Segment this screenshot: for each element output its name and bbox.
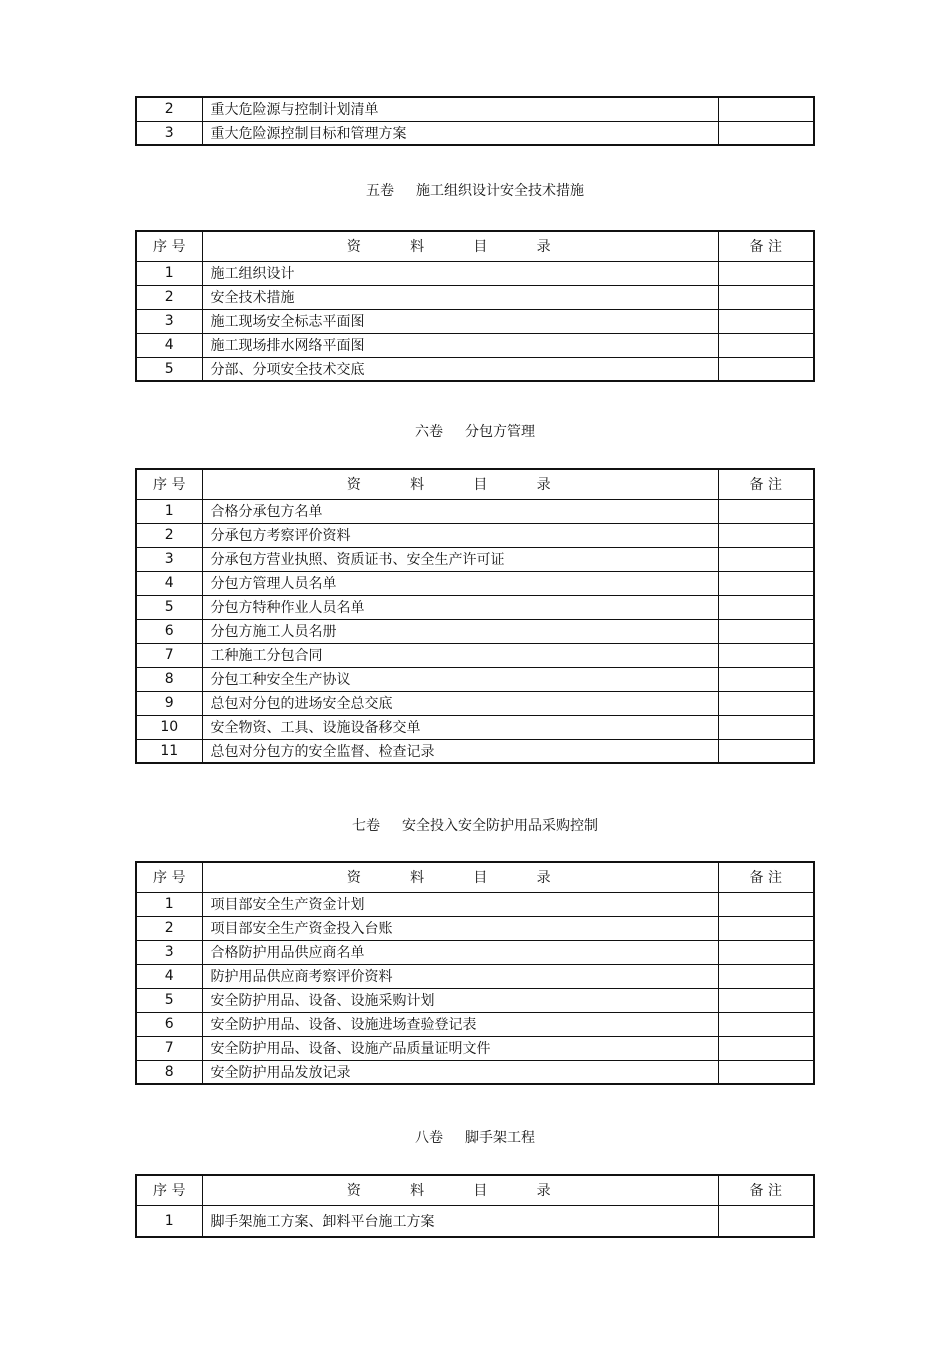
header-item: 资 料 目 录 bbox=[202, 469, 718, 499]
row-item: 分包方管理人员名单 bbox=[202, 571, 718, 595]
row-number: 6 bbox=[136, 1012, 202, 1036]
row-number: 2 bbox=[136, 285, 202, 309]
row-item: 重大危险源控制目标和管理方案 bbox=[202, 121, 718, 145]
section-table-block bbox=[135, 861, 815, 1085]
section-title bbox=[135, 1127, 815, 1147]
row-item: 合格分承包方名单 bbox=[202, 499, 718, 523]
row-item: 安全防护用品、设备、设施采购计划 bbox=[202, 988, 718, 1012]
row-note bbox=[718, 715, 814, 739]
header-num: 序 号 bbox=[136, 862, 202, 892]
row-note bbox=[718, 285, 814, 309]
top-table-block bbox=[135, 96, 815, 146]
table-row bbox=[136, 309, 814, 333]
row-item: 总包对分包方的安全监督、检查记录 bbox=[202, 739, 718, 763]
row-number: 1 bbox=[136, 499, 202, 523]
table-row bbox=[136, 547, 814, 571]
row-note bbox=[718, 1012, 814, 1036]
row-note bbox=[718, 964, 814, 988]
header-num: 序 号 bbox=[136, 1175, 202, 1205]
row-note bbox=[718, 547, 814, 571]
section-title bbox=[135, 180, 815, 200]
row-item: 脚手架施工方案、卸料平台施工方案 bbox=[202, 1205, 718, 1237]
table-row bbox=[136, 121, 814, 145]
row-item: 安全技术措施 bbox=[202, 285, 718, 309]
top-table bbox=[135, 96, 815, 146]
row-note bbox=[718, 988, 814, 1012]
row-number: 2 bbox=[136, 916, 202, 940]
row-number: 9 bbox=[136, 691, 202, 715]
table-row bbox=[136, 964, 814, 988]
table-header-row bbox=[136, 469, 814, 499]
row-item: 总包对分包的进场安全总交底 bbox=[202, 691, 718, 715]
header-num: 序 号 bbox=[136, 469, 202, 499]
volume-label: 六卷 bbox=[415, 424, 443, 440]
row-note bbox=[718, 916, 814, 940]
table-row bbox=[136, 595, 814, 619]
table-row bbox=[136, 691, 814, 715]
row-item: 施工现场排水网络平面图 bbox=[202, 333, 718, 357]
section-table bbox=[135, 861, 815, 1085]
table-row bbox=[136, 1205, 814, 1237]
row-note bbox=[718, 595, 814, 619]
table-row bbox=[136, 1060, 814, 1084]
section-name: 分包方管理 bbox=[465, 424, 535, 440]
row-item: 安全防护用品发放记录 bbox=[202, 1060, 718, 1084]
row-number: 1 bbox=[136, 261, 202, 285]
header-note: 备 注 bbox=[718, 862, 814, 892]
section-name: 脚手架工程 bbox=[465, 1130, 535, 1146]
volume-label: 七卷 bbox=[352, 818, 380, 834]
row-item: 安全物资、工具、设施设备移交单 bbox=[202, 715, 718, 739]
row-number: 3 bbox=[136, 121, 202, 145]
row-note bbox=[718, 1036, 814, 1060]
section-table-block bbox=[135, 230, 815, 382]
row-number: 7 bbox=[136, 1036, 202, 1060]
section-table bbox=[135, 468, 815, 764]
row-item: 安全防护用品、设备、设施产品质量证明文件 bbox=[202, 1036, 718, 1060]
table-row bbox=[136, 1012, 814, 1036]
volume-label: 八卷 bbox=[415, 1130, 443, 1146]
row-number: 3 bbox=[136, 940, 202, 964]
row-number: 11 bbox=[136, 739, 202, 763]
row-note bbox=[718, 940, 814, 964]
table-row bbox=[136, 988, 814, 1012]
row-item: 分包工种安全生产协议 bbox=[202, 667, 718, 691]
table-row bbox=[136, 571, 814, 595]
row-note bbox=[718, 523, 814, 547]
row-note bbox=[718, 691, 814, 715]
section-table-block bbox=[135, 1174, 815, 1238]
table-row bbox=[136, 499, 814, 523]
row-number: 5 bbox=[136, 357, 202, 381]
row-note bbox=[718, 309, 814, 333]
table-header-row bbox=[136, 1175, 814, 1205]
row-item: 合格防护用品供应商名单 bbox=[202, 940, 718, 964]
row-number: 3 bbox=[136, 547, 202, 571]
row-note bbox=[718, 1060, 814, 1084]
table-row bbox=[136, 261, 814, 285]
row-note bbox=[718, 499, 814, 523]
table-row bbox=[136, 892, 814, 916]
table-row bbox=[136, 97, 814, 121]
row-number: 7 bbox=[136, 643, 202, 667]
row-number: 4 bbox=[136, 571, 202, 595]
volume-label: 五卷 bbox=[366, 183, 394, 199]
section-table bbox=[135, 1174, 815, 1238]
row-note bbox=[718, 357, 814, 381]
table-row bbox=[136, 357, 814, 381]
table-row bbox=[136, 1036, 814, 1060]
table-row bbox=[136, 285, 814, 309]
row-note bbox=[718, 571, 814, 595]
header-item: 资 料 目 录 bbox=[202, 1175, 718, 1205]
row-item: 分承包方考察评价资料 bbox=[202, 523, 718, 547]
table-row bbox=[136, 643, 814, 667]
row-number: 4 bbox=[136, 964, 202, 988]
header-note: 备 注 bbox=[718, 469, 814, 499]
section-table-block bbox=[135, 468, 815, 764]
row-note bbox=[718, 667, 814, 691]
row-note bbox=[718, 97, 814, 121]
section-table bbox=[135, 230, 815, 382]
row-item: 安全防护用品、设备、设施进场查验登记表 bbox=[202, 1012, 718, 1036]
row-number: 5 bbox=[136, 595, 202, 619]
row-number: 10 bbox=[136, 715, 202, 739]
row-note bbox=[718, 739, 814, 763]
table-row bbox=[136, 916, 814, 940]
row-item: 施工现场安全标志平面图 bbox=[202, 309, 718, 333]
header-note: 备 注 bbox=[718, 1175, 814, 1205]
row-item: 分包方特种作业人员名单 bbox=[202, 595, 718, 619]
row-item: 项目部安全生产资金计划 bbox=[202, 892, 718, 916]
row-number: 5 bbox=[136, 988, 202, 1012]
row-item: 工种施工分包合同 bbox=[202, 643, 718, 667]
section-title bbox=[135, 421, 815, 441]
row-number: 2 bbox=[136, 97, 202, 121]
row-number: 6 bbox=[136, 619, 202, 643]
table-row bbox=[136, 523, 814, 547]
section-name: 安全投入安全防护用品采购控制 bbox=[402, 818, 598, 834]
row-note bbox=[718, 333, 814, 357]
row-note bbox=[718, 643, 814, 667]
section-name: 施工组织设计安全技术措施 bbox=[416, 183, 584, 199]
table-row bbox=[136, 333, 814, 357]
table-row bbox=[136, 619, 814, 643]
row-item: 项目部安全生产资金投入台账 bbox=[202, 916, 718, 940]
section-title bbox=[135, 815, 815, 835]
header-item: 资 料 目 录 bbox=[202, 862, 718, 892]
row-note bbox=[718, 892, 814, 916]
row-note bbox=[718, 1205, 814, 1237]
table-row bbox=[136, 940, 814, 964]
row-number: 8 bbox=[136, 667, 202, 691]
row-item: 分部、分项安全技术交底 bbox=[202, 357, 718, 381]
row-number: 3 bbox=[136, 309, 202, 333]
table-row bbox=[136, 739, 814, 763]
header-item: 资 料 目 录 bbox=[202, 231, 718, 261]
row-note bbox=[718, 121, 814, 145]
table-header-row bbox=[136, 231, 814, 261]
row-item: 分包方施工人员名册 bbox=[202, 619, 718, 643]
header-note: 备 注 bbox=[718, 231, 814, 261]
row-item: 防护用品供应商考察评价资料 bbox=[202, 964, 718, 988]
table-header-row bbox=[136, 862, 814, 892]
row-item: 施工组织设计 bbox=[202, 261, 718, 285]
header-num: 序 号 bbox=[136, 231, 202, 261]
row-note bbox=[718, 619, 814, 643]
row-note bbox=[718, 261, 814, 285]
row-number: 1 bbox=[136, 892, 202, 916]
row-number: 2 bbox=[136, 523, 202, 547]
table-row bbox=[136, 715, 814, 739]
row-item: 重大危险源与控制计划清单 bbox=[202, 97, 718, 121]
row-item: 分承包方营业执照、资质证书、安全生产许可证 bbox=[202, 547, 718, 571]
table-row bbox=[136, 667, 814, 691]
row-number: 8 bbox=[136, 1060, 202, 1084]
row-number: 4 bbox=[136, 333, 202, 357]
row-number: 1 bbox=[136, 1205, 202, 1237]
